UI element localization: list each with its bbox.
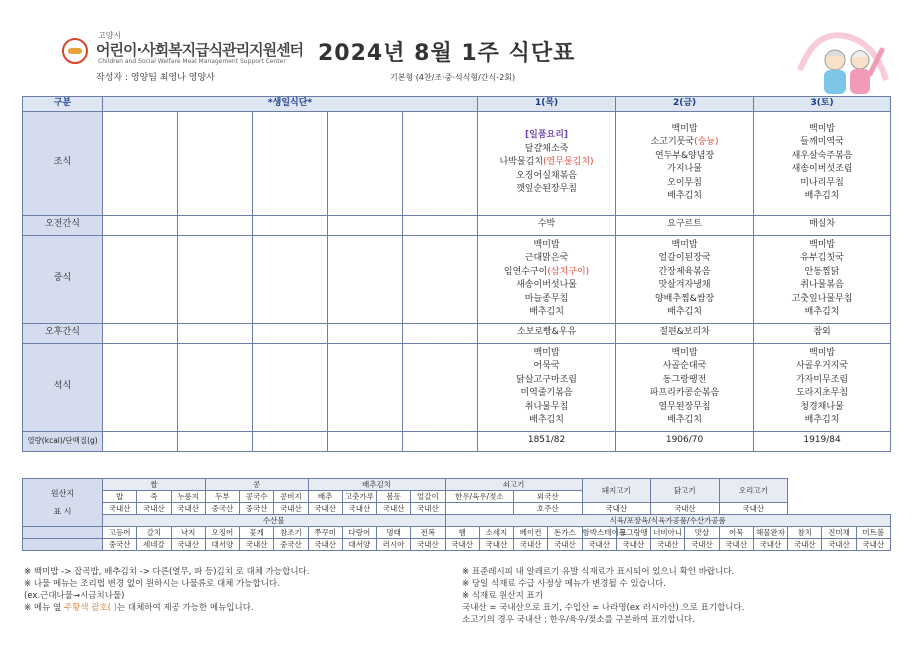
- menu-cell: [754, 235, 891, 323]
- menu-item: 오이무침: [667, 177, 702, 188]
- origin-item-name: 함박스테이크: [582, 528, 627, 537]
- menu-item: (열무물김치): [543, 157, 594, 168]
- origin-item-value: 대서양: [205, 539, 239, 551]
- menu-header-row: [23, 97, 891, 112]
- menu-item: 청경채나물: [800, 401, 844, 412]
- birthday-menu-cell: [403, 323, 478, 343]
- notes-left: [24, 566, 309, 614]
- origin-item-value: 중국산: [205, 503, 239, 515]
- origin-label-spacer: [23, 527, 103, 539]
- origin-item-name: 낙지: [171, 527, 205, 539]
- menu-item: 유부김칫국: [800, 253, 844, 263]
- day-header-1: 1(목): [478, 97, 616, 112]
- menu-item: 참외: [813, 327, 831, 338]
- origin-item-value: 국내산: [719, 539, 753, 551]
- birthday-menu-cell: [253, 111, 328, 215]
- duck-header: 오리고기: [719, 479, 788, 503]
- note-line: ※ 표준레시피 내 알레르기 유발 식재료가 표시되어 있으니 확인 바랍니다.: [462, 567, 735, 577]
- origin-item-name: 동그랑땡: [616, 527, 650, 539]
- note-line: ※ 백미밥 -> 잡곡밥, 배추김치 -> 다른(열무, 파 등)김치 로 대체 가능합니다.: [24, 567, 310, 577]
- menu-item: 달걀채소죽: [524, 143, 569, 154]
- menu-row: [23, 323, 891, 343]
- menu-cell: [754, 323, 891, 343]
- menu-item: 백미밥: [809, 239, 836, 250]
- menu-item: 새송이버섯나물: [516, 280, 577, 290]
- origin-item-value: 국내산: [240, 539, 274, 551]
- origin-item-value: 국내산: [685, 539, 719, 551]
- origin-item-name: 콩국수: [240, 491, 274, 503]
- menu-item: 백미밥: [809, 347, 836, 358]
- menu-cell: [478, 323, 616, 343]
- menu-cell: [616, 323, 754, 343]
- birthday-menu-cell: [178, 323, 253, 343]
- birthday-menu-cell: [103, 431, 178, 451]
- menu-cell: [616, 235, 754, 323]
- menu-cell: [754, 215, 891, 235]
- birthday-menu-cell: [328, 323, 403, 343]
- menu-cell: [478, 343, 616, 431]
- origin-item-name: 배추: [308, 491, 342, 503]
- origin-item-name: 돈가스: [548, 527, 582, 539]
- meal-label: 중식: [23, 235, 103, 323]
- page-title: 2024년 8월 1주 식단표: [318, 41, 576, 66]
- menu-item: 어묵국: [533, 361, 560, 371]
- menu-item: [일품요리]: [525, 130, 569, 141]
- menu-item: 도라지초무침: [795, 388, 849, 398]
- note-line: ※ 당일 식재료 수급 사정상 메뉴가 변경될 수 있습니다.: [462, 579, 666, 589]
- birthday-menu-cell: [178, 111, 253, 215]
- seafood-header: 수산물: [103, 515, 446, 527]
- birthday-menu-cell: [103, 235, 178, 323]
- menu-item: (숭늉): [694, 137, 719, 147]
- birthday-menu-cell: [253, 215, 328, 235]
- origin-item-value: 국내산: [548, 539, 582, 551]
- note-line: 소고기의 경우 국내산 : 한우/육우/젖소를 구분하여 표기합니다.: [462, 615, 695, 625]
- origin-item-value: 국내산: [616, 539, 650, 551]
- origin-item-value: 국내산: [377, 503, 411, 515]
- origin-item-value: 세네갈: [137, 539, 171, 551]
- menu-item: 맛살겨자냉채: [658, 280, 711, 290]
- origin-item-value: 국내산: [788, 539, 822, 551]
- header: [0, 0, 917, 95]
- origin-item-value: 대서양: [342, 539, 376, 551]
- menu-item: 소고기뭇국: [650, 137, 695, 147]
- menu-item: 임연수구이: [503, 266, 548, 277]
- menu-item: 고춧잎나물무침: [791, 293, 853, 304]
- menu-item: 안동찜닭: [804, 266, 840, 277]
- menu-item: 백미밥: [809, 123, 836, 134]
- menu-item: 배추김치: [804, 307, 840, 317]
- menu-item: 얼갈이된장국: [658, 253, 711, 263]
- menu-item: 1906/70: [665, 435, 704, 446]
- menu-item: 배추김치: [529, 307, 564, 317]
- beef-foreign: 외국산: [514, 491, 583, 503]
- bean-header: 콩: [205, 479, 308, 491]
- note-line: ※ 나물 메뉴는 조리법 변경 없이 원하시는 나물류로 대체 가능합니다.: [24, 579, 280, 589]
- menu-item: 절편&보리차: [659, 327, 710, 338]
- menu-item: 배추김치: [529, 415, 564, 425]
- origin-item-name: 누룽지: [171, 491, 205, 503]
- menu-table: [22, 96, 891, 452]
- beef-domestic-type: 한우/육우/젖소: [445, 491, 514, 503]
- menu-item: (삼치구이): [547, 266, 590, 277]
- origin-item-name: 미트볼: [856, 527, 890, 539]
- origin-item-name: 얼갈이: [411, 491, 445, 503]
- origin-table: [22, 478, 891, 551]
- menu-item: 미역줄기볶음: [520, 388, 573, 398]
- menu-item: 미나리무침: [800, 177, 844, 188]
- origin-item-value: 중국산: [103, 539, 137, 551]
- origin-item-name: 밥: [103, 491, 137, 503]
- origin-item-name: 어묵: [719, 527, 753, 539]
- birthday-menu-cell: [178, 431, 253, 451]
- origin-item-value: 국내산: [308, 539, 342, 551]
- origin-item-name: 봄동: [377, 491, 411, 503]
- origin-item-value: 국내산: [171, 503, 205, 515]
- menu-item: 요구르트: [667, 219, 702, 230]
- menu-item: 백미밥: [671, 239, 698, 250]
- menu-row: [23, 215, 891, 235]
- origin-item-name: 맛살: [685, 527, 719, 539]
- birthday-menu-cell: [178, 215, 253, 235]
- menu-item: 동그랑땡전: [662, 374, 707, 385]
- processed-header: 식육/포장육/식육가공품/수산가공품: [445, 515, 890, 527]
- meal-label: 열량(kcal)/단백질(g): [23, 431, 103, 451]
- menu-item: 백미밥: [533, 239, 560, 250]
- menu-item: 사골우거지국: [795, 361, 849, 371]
- meal-label: 오전간식: [23, 215, 103, 235]
- menu-item: 백미밥: [671, 347, 698, 358]
- note-highlight: 주황색 괄호( ): [63, 603, 117, 613]
- birthday-menu-cell: [103, 343, 178, 431]
- menu-cell: [478, 431, 616, 451]
- origin-item-value: 국내산: [582, 539, 616, 551]
- menu-item: 가지나물: [667, 164, 702, 174]
- menu-item: 취나물볶음: [800, 280, 844, 290]
- logo-org-english: Children and Social Welfare Meal Management Support Center: [98, 58, 286, 65]
- rice-header: 쌀: [103, 479, 206, 491]
- beef-domestic-value: [445, 503, 514, 515]
- origin-item-value: 국내산: [753, 539, 787, 551]
- menu-row: [23, 111, 891, 215]
- birthday-menu-cell: [178, 343, 253, 431]
- origin-item-name: 전복: [411, 527, 445, 539]
- origin-item-value: 국내산: [822, 539, 856, 551]
- menu-item: 오징어실채볶음: [516, 170, 577, 181]
- menu-item: 배추김치: [804, 415, 840, 425]
- beef-foreign-country: 호주산: [514, 503, 583, 515]
- origin-item-value: 중국산: [240, 503, 274, 515]
- origin-label: 원산지 표 시: [23, 479, 103, 527]
- note-line: (ex.근대나물→시금치나물): [24, 591, 125, 601]
- chicken-value: 국내산: [651, 503, 720, 515]
- menu-item: 1851/82: [527, 435, 566, 446]
- origin-item-value: 국내산: [411, 539, 445, 551]
- birthday-menu-cell: [328, 235, 403, 323]
- origin-item-value: 국내산: [308, 503, 342, 515]
- origin-item-name: 다랑어: [342, 527, 376, 539]
- menu-row: [23, 343, 891, 431]
- kimchi-header: 배추김치: [308, 479, 445, 491]
- origin-item-name: 죽: [137, 491, 171, 503]
- menu-item: 사골순대국: [662, 361, 707, 371]
- origin-item-value: 국내산: [479, 539, 513, 551]
- birthday-menu-cell: [253, 431, 328, 451]
- day-header-2: 2(금): [616, 97, 754, 112]
- notes-right: [462, 566, 744, 626]
- menu-item: 닭살고구마조림: [516, 374, 577, 385]
- menu-item: 연두부&양념장: [654, 150, 715, 161]
- menu-item: 취나물무침: [524, 401, 569, 412]
- origin-item-name: 갈치: [137, 527, 171, 539]
- menu-row: [23, 235, 891, 323]
- menu-item: 배추김치: [667, 191, 702, 201]
- origin-item-value: 국내산: [411, 503, 445, 515]
- menu-cell: [616, 111, 754, 215]
- origin-item-value: 중국산: [274, 539, 308, 551]
- elderly-couple-illustration-icon: [790, 30, 890, 94]
- origin-item-value: 국내산: [651, 539, 685, 551]
- origin-item-value: 러시아: [377, 539, 411, 551]
- origin-item-value: 국내산: [445, 539, 479, 551]
- birthday-menu-cell: [403, 235, 478, 323]
- writer-info: 작성자 : 영양팀 최영나 영양사: [96, 73, 215, 83]
- note-line: ※ 식재료 원산지 표기: [462, 591, 543, 601]
- duck-value: 국내산: [719, 503, 788, 515]
- menu-item: 들깨미역국: [800, 137, 844, 147]
- logo-city: 고양시: [98, 31, 122, 40]
- chicken-header: 닭고기: [651, 479, 720, 503]
- menu-item: 가자미무조림: [795, 374, 849, 385]
- menu-item: 소보로빵&우유: [516, 327, 577, 338]
- birthday-menu-header: *생일식단*: [103, 97, 478, 112]
- note-line: 국내산 = 국내산으로 표기, 수입산 = 나라명(ex 러시아산) 으로 표기합니다.: [462, 603, 745, 613]
- origin-item-name: 너비아니: [651, 527, 685, 539]
- logo-icon: [62, 38, 88, 64]
- origin-item-name: 진미채: [822, 527, 856, 539]
- menu-item: 매실차: [809, 219, 836, 230]
- origin-item-value: 국내산: [514, 539, 548, 551]
- beef-header: 쇠고기: [445, 479, 582, 491]
- menu-cell: [616, 215, 754, 235]
- day-header-3: 3(토): [754, 97, 891, 112]
- origin-item-value: 국내산: [137, 503, 171, 515]
- menu-item: 배추김치: [804, 191, 840, 201]
- origin-item-value: 국내산: [103, 503, 137, 515]
- menu-item: 간장제육볶음: [658, 266, 711, 277]
- menu-item: 새송이버섯조림: [791, 164, 853, 174]
- category-header: 구분: [23, 97, 103, 112]
- menu-cell: [616, 343, 754, 431]
- pork-header: 돼지고기: [582, 479, 651, 503]
- birthday-menu-cell: [253, 235, 328, 323]
- menu-item: 양배추찜&쌈장: [654, 293, 715, 304]
- menu-cell: [616, 431, 754, 451]
- menu-item: 배추김치: [667, 415, 702, 425]
- menu-item: 나박물김치: [499, 157, 544, 168]
- origin-item-name: 꽃게: [240, 527, 274, 539]
- birthday-menu-cell: [328, 431, 403, 451]
- origin-item-name: 햄: [445, 527, 479, 539]
- birthday-menu-cell: [328, 343, 403, 431]
- page-subtitle: 기본형 (4찬/조·중·석식형/간식-2회): [390, 73, 516, 82]
- birthday-menu-cell: [178, 235, 253, 323]
- menu-cell: [478, 235, 616, 323]
- origin-item-name: 두부: [205, 491, 239, 503]
- menu-cell: [478, 111, 616, 215]
- birthday-menu-cell: [253, 323, 328, 343]
- birthday-menu-cell: [403, 111, 478, 215]
- menu-item: 파프리카콩순볶음: [649, 388, 720, 398]
- menu-row: [23, 431, 891, 451]
- origin-item-name: 명태: [377, 527, 411, 539]
- menu-item: 수박: [537, 219, 556, 230]
- origin-item-name: 콩비지: [274, 491, 308, 503]
- origin-item-value: 국내산: [856, 539, 890, 551]
- menu-cell: [754, 431, 891, 451]
- birthday-menu-cell: [103, 215, 178, 235]
- menu-item: 1919/84: [803, 435, 841, 446]
- origin-item-value: 국내산: [342, 503, 376, 515]
- birthday-menu-cell: [328, 111, 403, 215]
- origin-item-name: 소세지: [479, 527, 513, 539]
- origin-item-name: 고등어: [103, 527, 137, 539]
- origin-label-spacer: [23, 539, 103, 551]
- menu-item: 새우살숙주볶음: [791, 150, 853, 161]
- birthday-menu-cell: [328, 215, 403, 235]
- logo-org-name: 어린이·사회복지급식관리지원센터: [96, 41, 304, 59]
- menu-cell: [754, 111, 891, 215]
- menu-cell: [754, 343, 891, 431]
- menu-item: 깻잎순된장무침: [516, 184, 577, 195]
- menu-item: 백미밥: [671, 123, 698, 134]
- birthday-menu-cell: [403, 343, 478, 431]
- birthday-menu-cell: [103, 323, 178, 343]
- origin-item-value: 국내산: [171, 539, 205, 551]
- origin-item-name: 고춧가루: [342, 491, 376, 503]
- meal-label: 조식: [23, 111, 103, 215]
- origin-item-name: 참치: [788, 527, 822, 539]
- origin-item-name: 쭈꾸미: [308, 527, 342, 539]
- menu-cell: [478, 215, 616, 235]
- origin-item-name: 해물완자: [753, 527, 787, 539]
- origin-item-name: 참조기: [274, 527, 308, 539]
- menu-item: 열무된장무침: [658, 401, 711, 412]
- birthday-menu-cell: [253, 343, 328, 431]
- pork-value: 국내산: [582, 503, 651, 515]
- menu-item: 근대맑은국: [524, 253, 569, 263]
- birthday-menu-cell: [103, 111, 178, 215]
- birthday-menu-cell: [403, 215, 478, 235]
- birthday-menu-cell: [403, 431, 478, 451]
- meal-label: 오후간식: [23, 323, 103, 343]
- origin-item-name: 오징어: [205, 527, 239, 539]
- menu-item: 마늘종무침: [524, 293, 569, 304]
- note-line: ※ 메뉴 옆 주황색 괄호( )는 대체하여 제공 가능한 메뉴입니다.: [24, 603, 254, 613]
- meal-label: 석식: [23, 343, 103, 431]
- origin-item-value: 국내산: [274, 503, 308, 515]
- menu-item: 배추김치: [667, 307, 702, 317]
- origin-item-name: 베이컨: [514, 527, 548, 539]
- menu-item: 백미밥: [533, 347, 560, 358]
